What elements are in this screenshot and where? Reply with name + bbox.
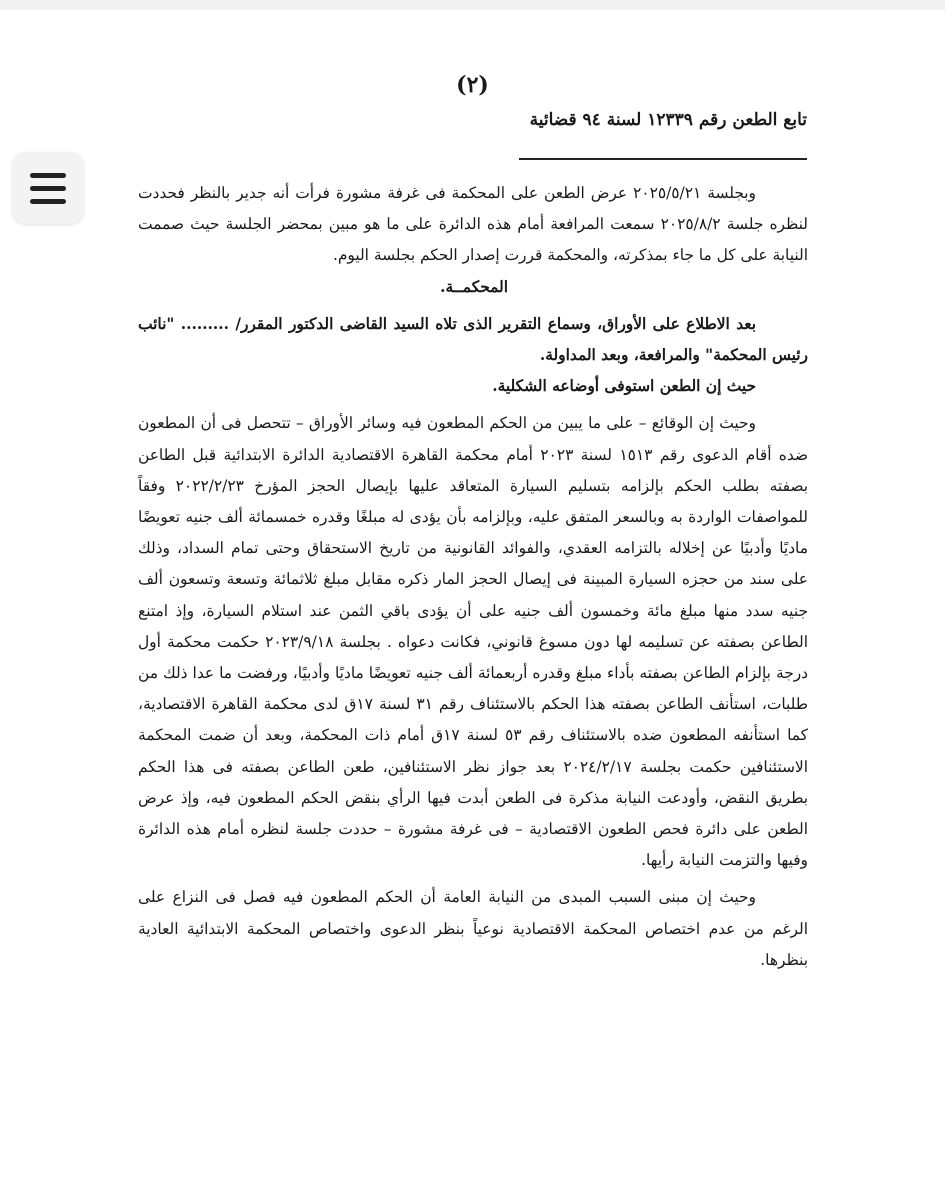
session-paragraph: وبجلسة ٢٠٢٥/٥/٢١ عرض الطعن على المحكمة فى غرفة مشورة فرأت أنه جدير بالنظر فحددت لنظره جلسة ٢٠٢٥/٨/٢ سمعت المرافعة أمام هذه الدائرة على ما هو مبين بمحضر الجلسة حيث صممت النيابة على كل ما جاء بمذكرته، والمحكمة قررت إصدار الحكم بجلسة اليوم. — [138, 184, 808, 265]
hamburger-menu-icon-bar — [30, 199, 66, 204]
formality-paragraph: حيث إن الطعن استوفى أوضاعه الشكلية. — [492, 377, 756, 396]
page-number: (٢) — [456, 72, 489, 98]
hamburger-menu-icon-bar — [30, 186, 66, 191]
document-body — [138, 178, 808, 976]
hamburger-menu-icon — [30, 173, 66, 178]
review-paragraph: بعد الاطلاع على الأوراق، وسماع التقرير الذى تلاه السيد القاضى الدكتور المقرر/ ......... "نائب رئيس المحكمة" والمرافعة، وبعد المداولة. — [138, 314, 808, 365]
top-status-strip — [0, 0, 945, 10]
menu-button[interactable] — [12, 152, 84, 224]
grounds-paragraph: وحيث إن مبنى السبب المبدى من النيابة العامة أن الحكم المطعون فيه فصل فى النزاع على الرغم من عدم اختصاص المحكمة الاقتصادية نوعياً بنظر الدعوى واختصاص المحكمة الابتدائية العادية بنظرها. — [138, 888, 808, 969]
header-divider — [519, 158, 807, 160]
case-header: تابع الطعن رقم ١٢٣٣٩ لسنة ٩٤ قضائية — [529, 110, 807, 130]
facts-paragraph: وحيث إن الوقائع – على ما يبين من الحكم المطعون فيه وسائر الأوراق – تتحصل فى أن المطعون ضده أقام الدعوى رقم ١٥١٣ لسنة ٢٠٢٣ أمام محكمة القاهرة الاقتصادية الدائرة الابتدائية قبل الطاعن بصفته بطلب الحكم بإلزامه بتسليم السيارة المتعاقد عليها بإيصال الحجز المؤرخ ٢٠٢٢/٢/٢٣ وفقاً للمواصفات الواردة به وبالسعر المتفق عليه، وبإلزامه بأن يؤدى له مبلغًا وقدره خمسمائة ألف جنيه تعويضًا ماديًا وأدبيًا عن إخلاله بالتزامه العقدي، والفوائد القانونية من تاريخ الاستحقاق وحتى تمام السداد، وذلك على سند من حجزه السيارة المبينة فى إيصال الحجز المار ذكره مقابل مبلغ ثلاثمائة وتسعة وتسعون ألف جنيه سدد منها مبلغ مائة وخمسون ألف جنيه على أن يؤدى باقي الثمن عند استلام السيارة، وإذ امتنع الطاعن بصفته عن تسليمه لها دون مسوغ قانوني، فكانت دعواه . بجلسة ٢٠٢٣/٩/١٨ حكمت محكمة أول درجة بإلزام الطاعن بصفته بأداء مبلغ وقدره أربعمائة ألف جنيه تعويضًا ماديًا وأدبيًا، ورفضت ما عدا ذلك من طلبات، استأنف الطاعن بصفته هذا الحكم بالاستئناف رقم ٣١ لسنة ١٧ق لدى محكمة القاهرة الاقتصادية، كما استأنفه المطعون ضده بالاستئناف رقم ٥٣ لسنة ١٧ق أمام ذات المحكمة، وبعد أن ضمت المحكمة الاستئنافين حكمت بجلسة ٢٠٢٤/٢/١٧ بعد جواز نظر الاستئنافين، طعن الطاعن بصفته فى هذا الحكم بطريق النقض، وأودعت النيابة مذكرة فى الطعن أبدت فيها الرأي بنقض الحكم المطعون فيه، وإذ عرض الطعن على دائرة فحص الطعون الاقتصادية – فى غرفة مشورة – حددت جلسة لنظره أمام هذه الدائرة وفيها والتزمت النيابة رأيها. — [138, 414, 809, 870]
court-section-title: المحكمــة. — [440, 277, 508, 296]
